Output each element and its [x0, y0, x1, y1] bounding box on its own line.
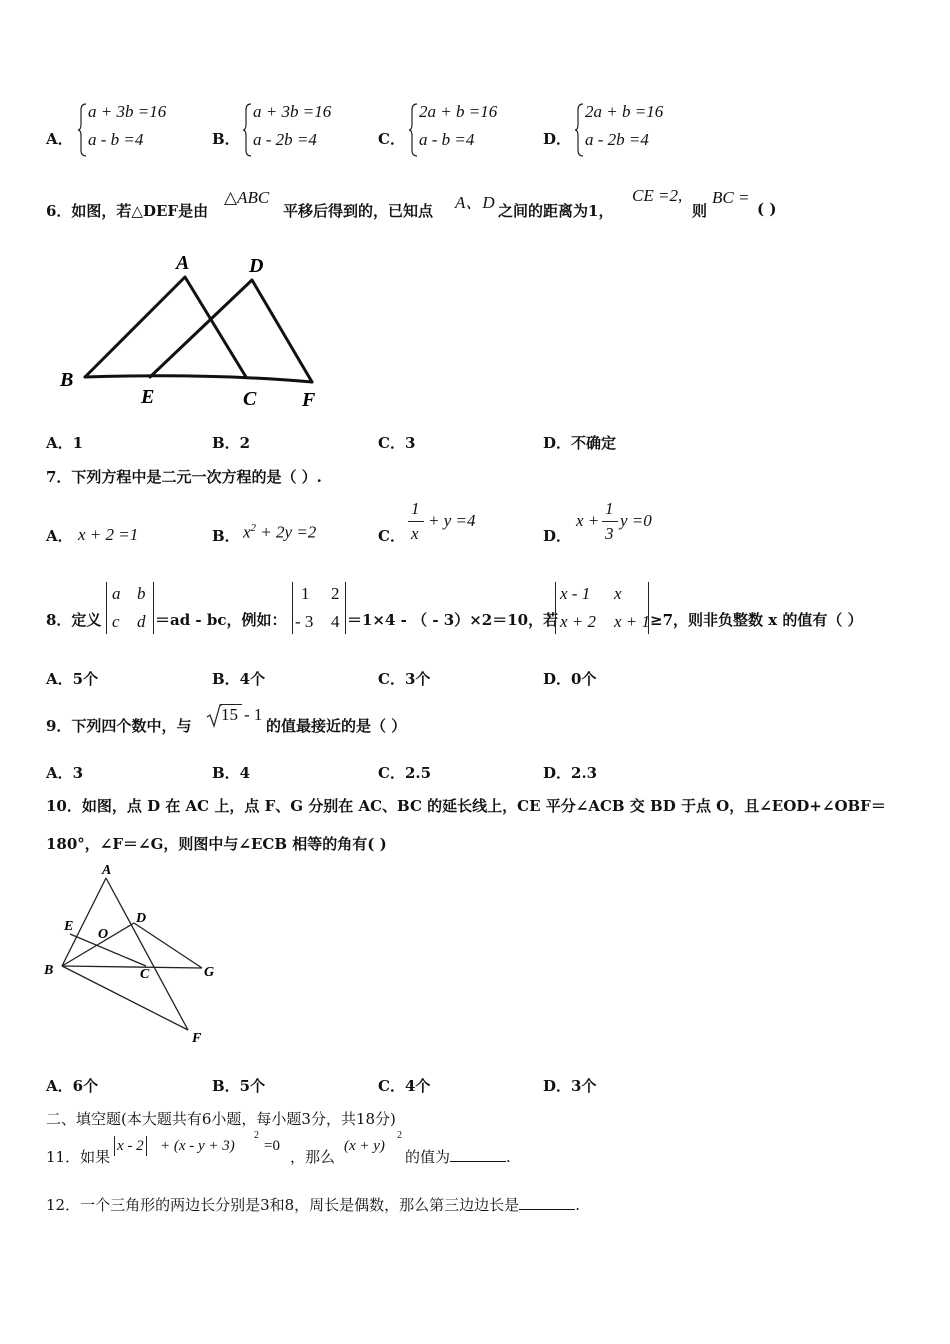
q9-stem-part1: 9．下列四个数中，与 [46, 717, 192, 735]
q7-d-numerator: 1 [605, 499, 614, 518]
q6-math-ad: A、D [455, 193, 495, 212]
q5-option-b-label: B． [212, 130, 240, 148]
q7-b-rest: + 2y =2 [260, 522, 317, 542]
q10-label-d: D [136, 911, 147, 926]
q12-stem [46, 1194, 580, 1215]
q10-label-c: C [140, 967, 150, 982]
q8-def-d: d [137, 612, 146, 631]
q6-math-ce: CE =2, [632, 186, 683, 205]
q8-def-a: a [112, 584, 121, 603]
q7-option-a-eq: x + 2 =1 [78, 525, 139, 544]
q8-def-b: b [137, 584, 146, 603]
q7-option-a-label: A． [46, 527, 73, 545]
q5-option-a-label: A． [46, 130, 73, 148]
q11-period: . [506, 1148, 511, 1166]
q6-math-abc: △ABC [224, 188, 270, 207]
q10-label-g: G [204, 965, 215, 980]
q6-math-bc: BC = [712, 188, 750, 207]
q10-label-b: B [44, 963, 54, 978]
q5-b-eq2: a - 2b =4 [253, 130, 317, 149]
q8-stem-part4: ≥7，则非负整数 x 的值有（ ） [650, 611, 863, 629]
q7-c-fraction [408, 499, 424, 547]
q10-label-a: A [102, 863, 112, 878]
q10-label-e: E [64, 919, 74, 934]
q8-ex-d: 4 [331, 612, 340, 631]
q6-stem-part2: 平移后得到的，已知点 [283, 202, 434, 220]
q8-cond-d: x + 1 [614, 612, 651, 631]
q10-option-a: A．6个 [46, 1077, 99, 1095]
q12-stem-text: 12．一个三角形的两边长分别是3和8，周长是偶数，那么第三边边长是 [46, 1196, 520, 1214]
q7-stem: 7．下列方程中是二元一次方程的是（ ）. [46, 468, 322, 486]
q8-cond-b: x [614, 584, 622, 603]
q6-label-c: C [243, 388, 257, 410]
q8-condition-determinant [555, 582, 649, 634]
q6-label-b: B [60, 369, 74, 391]
q5-d-eq2: a - 2b =4 [585, 130, 649, 149]
q10-figure [40, 858, 230, 1053]
q6-answer-paren: ( ) [757, 200, 777, 218]
q10-segment-dg [134, 923, 202, 968]
q6-option-c: C．3 [378, 434, 416, 452]
q8-stem-part1: 8．定义 [46, 611, 102, 629]
q6-label-d: D [249, 255, 264, 277]
q11-answer-blank[interactable] [450, 1147, 506, 1162]
q12-answer-blank[interactable] [519, 1195, 575, 1210]
q5-a-eq2: a - b =4 [88, 130, 144, 149]
q8-example-determinant [292, 582, 346, 634]
q8-stem-part3: ＝1×4 - （ - 3）×2＝10，若 [347, 611, 559, 629]
q6-option-b: B．2 [212, 434, 251, 452]
q11-equals-zero: =0 [264, 1138, 280, 1154]
q7-c-numerator: 1 [411, 499, 420, 518]
q9-option-b: B．4 [212, 764, 251, 782]
q5-option-b-system [243, 102, 353, 158]
q10-label-o: O [98, 927, 109, 942]
q10-option-d: D．3个 [543, 1077, 597, 1095]
q7-option-c-label: C． [378, 527, 405, 545]
q9-option-d: D．2.3 [543, 764, 598, 782]
q8-def-determinant [106, 582, 154, 634]
q5-option-d-label: D． [543, 130, 572, 148]
q7-option-b-label: B． [212, 527, 240, 545]
q8-option-d: D．0个 [543, 670, 597, 688]
fraction-bar [602, 521, 618, 522]
q5-option-a-system [78, 102, 188, 158]
q6-stem-part3: 之间的距离为1， [498, 202, 614, 220]
q6-label-e: E [141, 386, 155, 408]
q9-option-c: C．2.5 [378, 764, 432, 782]
section-heading-fill-blank: 二、填空题(本大题共有6小题，每小题3分，共18分) [46, 1110, 396, 1128]
q8-stem-part2: ＝ad - bc，例如： [155, 611, 287, 629]
fraction-bar [408, 521, 424, 522]
sqrt-icon [206, 704, 222, 728]
q5-a-eq1: a + 3b =16 [88, 102, 167, 121]
q11-abs-value: x - 2 [114, 1136, 147, 1156]
q10-segment-bg [62, 966, 202, 968]
q5-c-eq1: 2a + b =16 [419, 102, 498, 121]
q7-d-fraction [602, 499, 618, 547]
q6-base-line [85, 376, 312, 382]
q7-b-exponent: 2 [250, 522, 257, 534]
q6-option-d: D．不确定 [543, 434, 617, 452]
q9-radicand: 15 [221, 705, 238, 724]
q6-figure-triangles [50, 245, 340, 420]
q8-ex-c: - 3 [295, 612, 314, 631]
q8-def-c: c [112, 612, 120, 631]
q8-option-b: B．4个 [212, 670, 266, 688]
q7-d-rest: y =0 [620, 511, 652, 530]
brace-icon [575, 102, 585, 158]
q8-option-c: C．3个 [378, 670, 431, 688]
q7-d-pre: x + [576, 511, 600, 530]
q5-c-eq2: a - b =4 [419, 130, 475, 149]
q7-option-b-eq [243, 522, 316, 543]
q9-option-a: A．3 [46, 764, 84, 782]
brace-icon [78, 102, 88, 158]
q8-ex-a: 1 [301, 584, 310, 603]
q11-exponent: 2 [254, 1130, 259, 1141]
q7-d-denominator: 3 [605, 524, 614, 543]
q6-option-a: A．1 [46, 434, 84, 452]
q8-ex-b: 2 [331, 584, 340, 603]
q11-target-exponent: 2 [397, 1130, 402, 1141]
q5-d-eq1: 2a + b =16 [585, 102, 664, 121]
q6-stem-part4: 则 [692, 202, 708, 220]
q8-cond-c: x + 2 [560, 612, 597, 631]
q9-minus-one: - 1 [244, 705, 263, 724]
q10-stem-line1: 10．如图，点 D 在 AC 上，点 F、G 分别在 AC、BC 的延长线上，CE 平分∠ACB 交 BD 于点 O，且∠EOD+∠OBF＝ [46, 797, 886, 815]
q12-period: . [575, 1196, 580, 1214]
q9-stem-part2: 的值最接近的是（ ） [266, 717, 407, 735]
q11-value-text: 的值为 [405, 1148, 451, 1166]
q11-target-expr: (x + y) [344, 1138, 385, 1154]
q5-option-c-label: C． [378, 130, 405, 148]
q11-stem-part1: 11．如果 [46, 1148, 111, 1166]
q7-c-rest: + y =4 [428, 511, 476, 530]
q7-option-d-label: D． [543, 527, 572, 545]
q6-label-a: A [176, 252, 190, 274]
q10-option-b: B．5个 [212, 1077, 266, 1095]
brace-icon [409, 102, 419, 158]
q8-option-a: A．5个 [46, 670, 99, 688]
brace-icon [243, 102, 253, 158]
q5-option-c-system [409, 102, 519, 158]
q11-stem-part2: ，那么 [290, 1148, 336, 1166]
q10-segment-bf [62, 966, 188, 1030]
q5-option-d-system [575, 102, 685, 158]
q6-triangle-def [150, 280, 312, 382]
q10-stem-line2: 180°，∠F＝∠G，则图中与∠ECB 相等的角有( ) [46, 835, 387, 853]
q5-b-eq1: a + 3b =16 [253, 102, 332, 121]
q6-stem-part1: 6．如图，若△DEF是由 [46, 202, 209, 220]
q10-option-c: C．4个 [378, 1077, 431, 1095]
q10-label-f: F [192, 1031, 202, 1046]
q11-stem-part3 [405, 1146, 511, 1167]
q6-label-f: F [302, 389, 316, 411]
q7-c-denominator: x [411, 524, 419, 543]
q11-square-term: + (x - y + 3) [160, 1138, 235, 1154]
q8-cond-a: x - 1 [560, 584, 591, 603]
q7-b-base: x [243, 522, 251, 542]
